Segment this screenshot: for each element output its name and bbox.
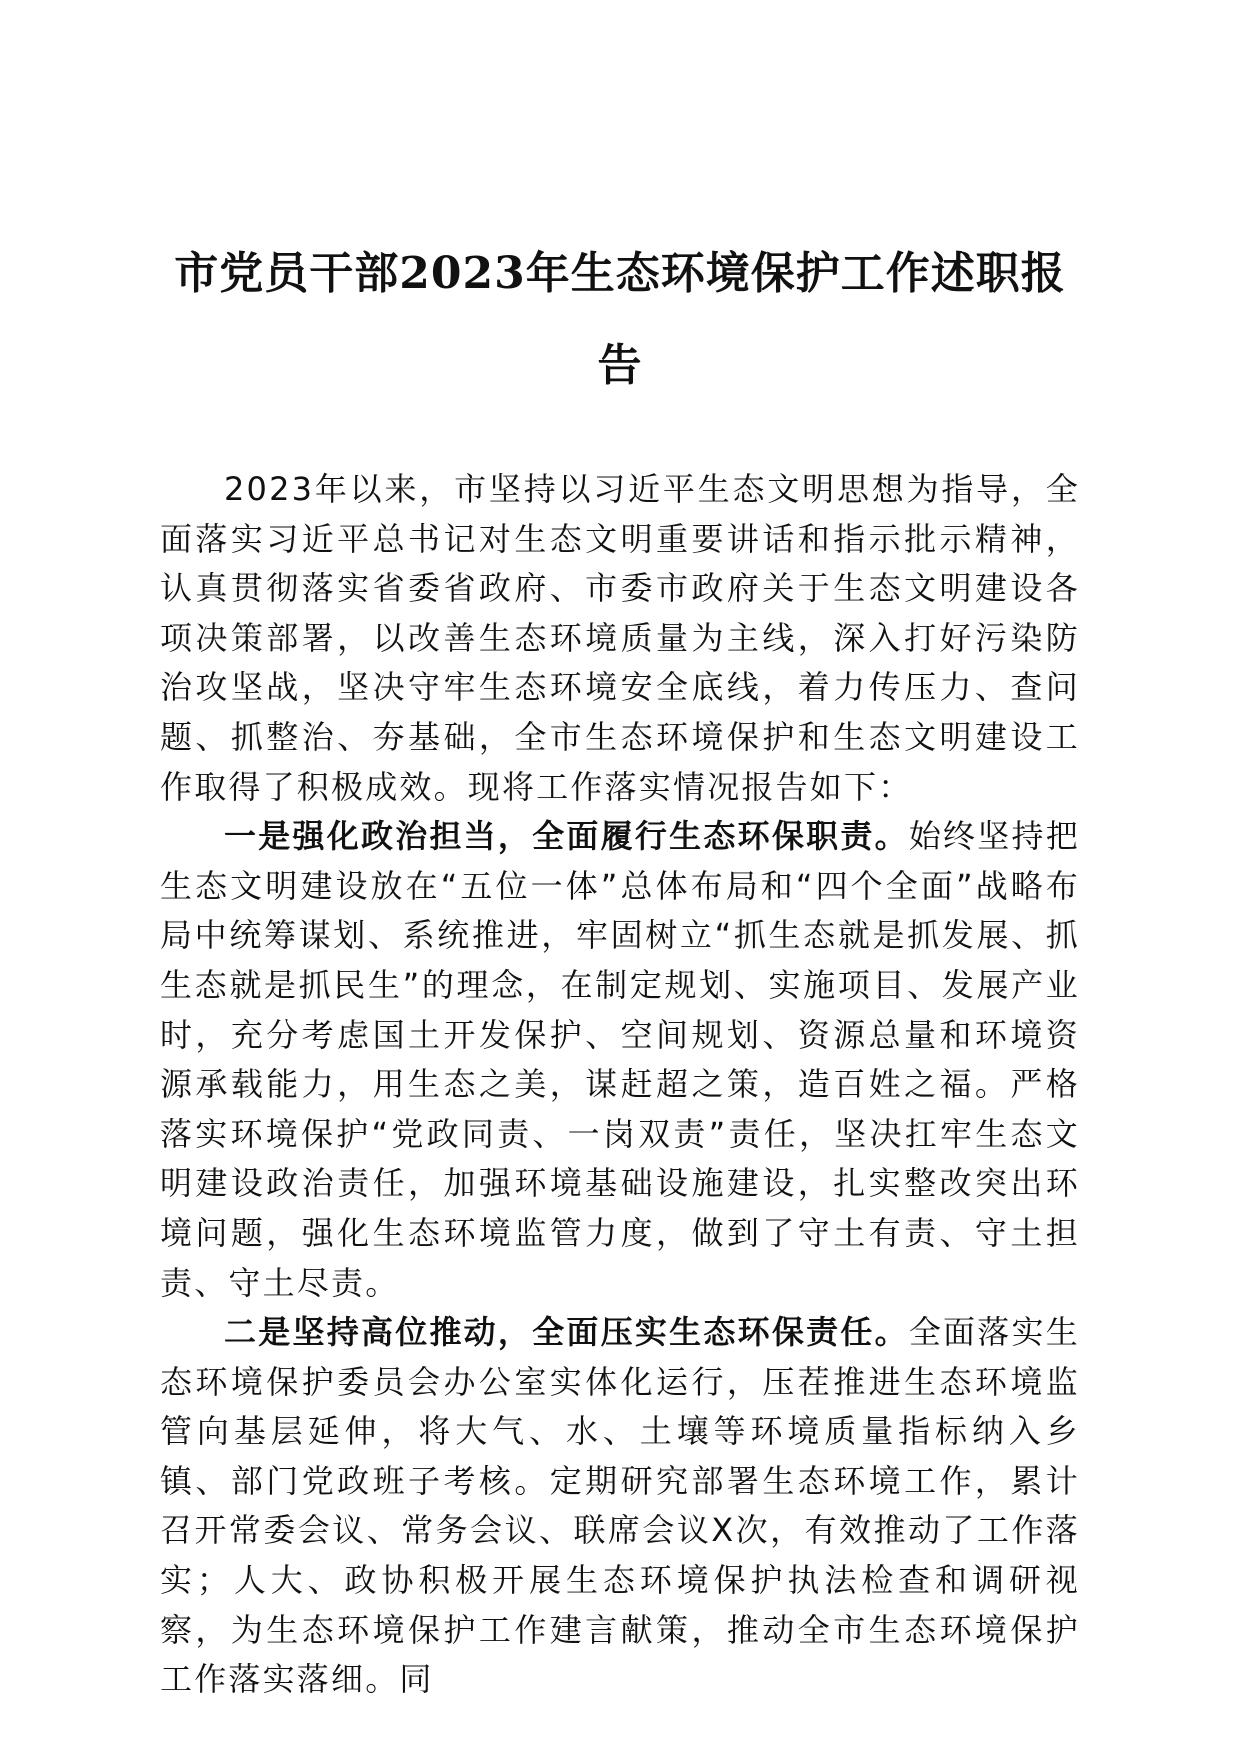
section-one-text: 始终坚持把生态文明建设放在“五位一体”总体布局和“四个全面”战略布局中统筹谋划、系统推进，牢固树立“抓生态就是抓发展、抓生态就是抓民生”的理念，在制定规划、实施项目、发展产业时，充分考虑国土开发保护、空间规划、资源总量和环境资源承载能力，用生态之美，谋赶超之策，造百姓之福。严格落实环境保护“党政同责、一岗双责”责任，坚决扛牢生态文明建设政治责任，加强环境基础设施建设，扎实整改突出环境问题，强化生态环境监管力度，做到了守土有责、守土担责、守土尽责。 (160, 817, 1080, 1302)
document-body (160, 465, 1080, 1705)
section-one-heading: 一是强化政治担当，全面履行生态环保职责。 (224, 817, 909, 856)
paragraph-intro-text: 2023年以来，市坚持以习近平生态文明思想为指导，全面落实习近平总书记对生态文明重要讲话和指示批示精神，认真贯彻落实省委省政府、市委市政府关于生态文明建设各项决策部署，以改善生态环境质量为主线，深入打好污染防治攻坚战，坚决守牢生态环境安全底线，着力传压力、查问题、抓整治、夯基础，全市生态环境保护和生态文明建设工作取得了积极成效。现将工作落实情况报告如下： (160, 470, 1080, 806)
paragraph-intro (160, 465, 1080, 812)
title-line-2: 告 (597, 340, 643, 391)
paragraph-section-one (160, 812, 1080, 1308)
section-two-text: 全面落实生态环境保护委员会办公室实体化运行，压茬推进生态环境监管向基层延伸，将大气、水、土壤等环境质量指标纳入乡镇、部门党政班子考核。定期研究部署生态环境工作，累计召开常委会议、常务会议、联席会议X次，有效推动了工作落实；人大、政协积极开展生态环境保护执法检查和调研视察，为生态环境保护工作建言献策，推动全市生态环境保护工作落实落细。同 (160, 1313, 1080, 1699)
document-title (150, 228, 1090, 412)
section-two-heading: 二是坚持高位推动，全面压实生态环保责任。 (224, 1313, 909, 1352)
title-line-1: 市党员干部2023年生态环境保护工作述职报 (174, 248, 1066, 299)
paragraph-section-two (160, 1308, 1080, 1705)
